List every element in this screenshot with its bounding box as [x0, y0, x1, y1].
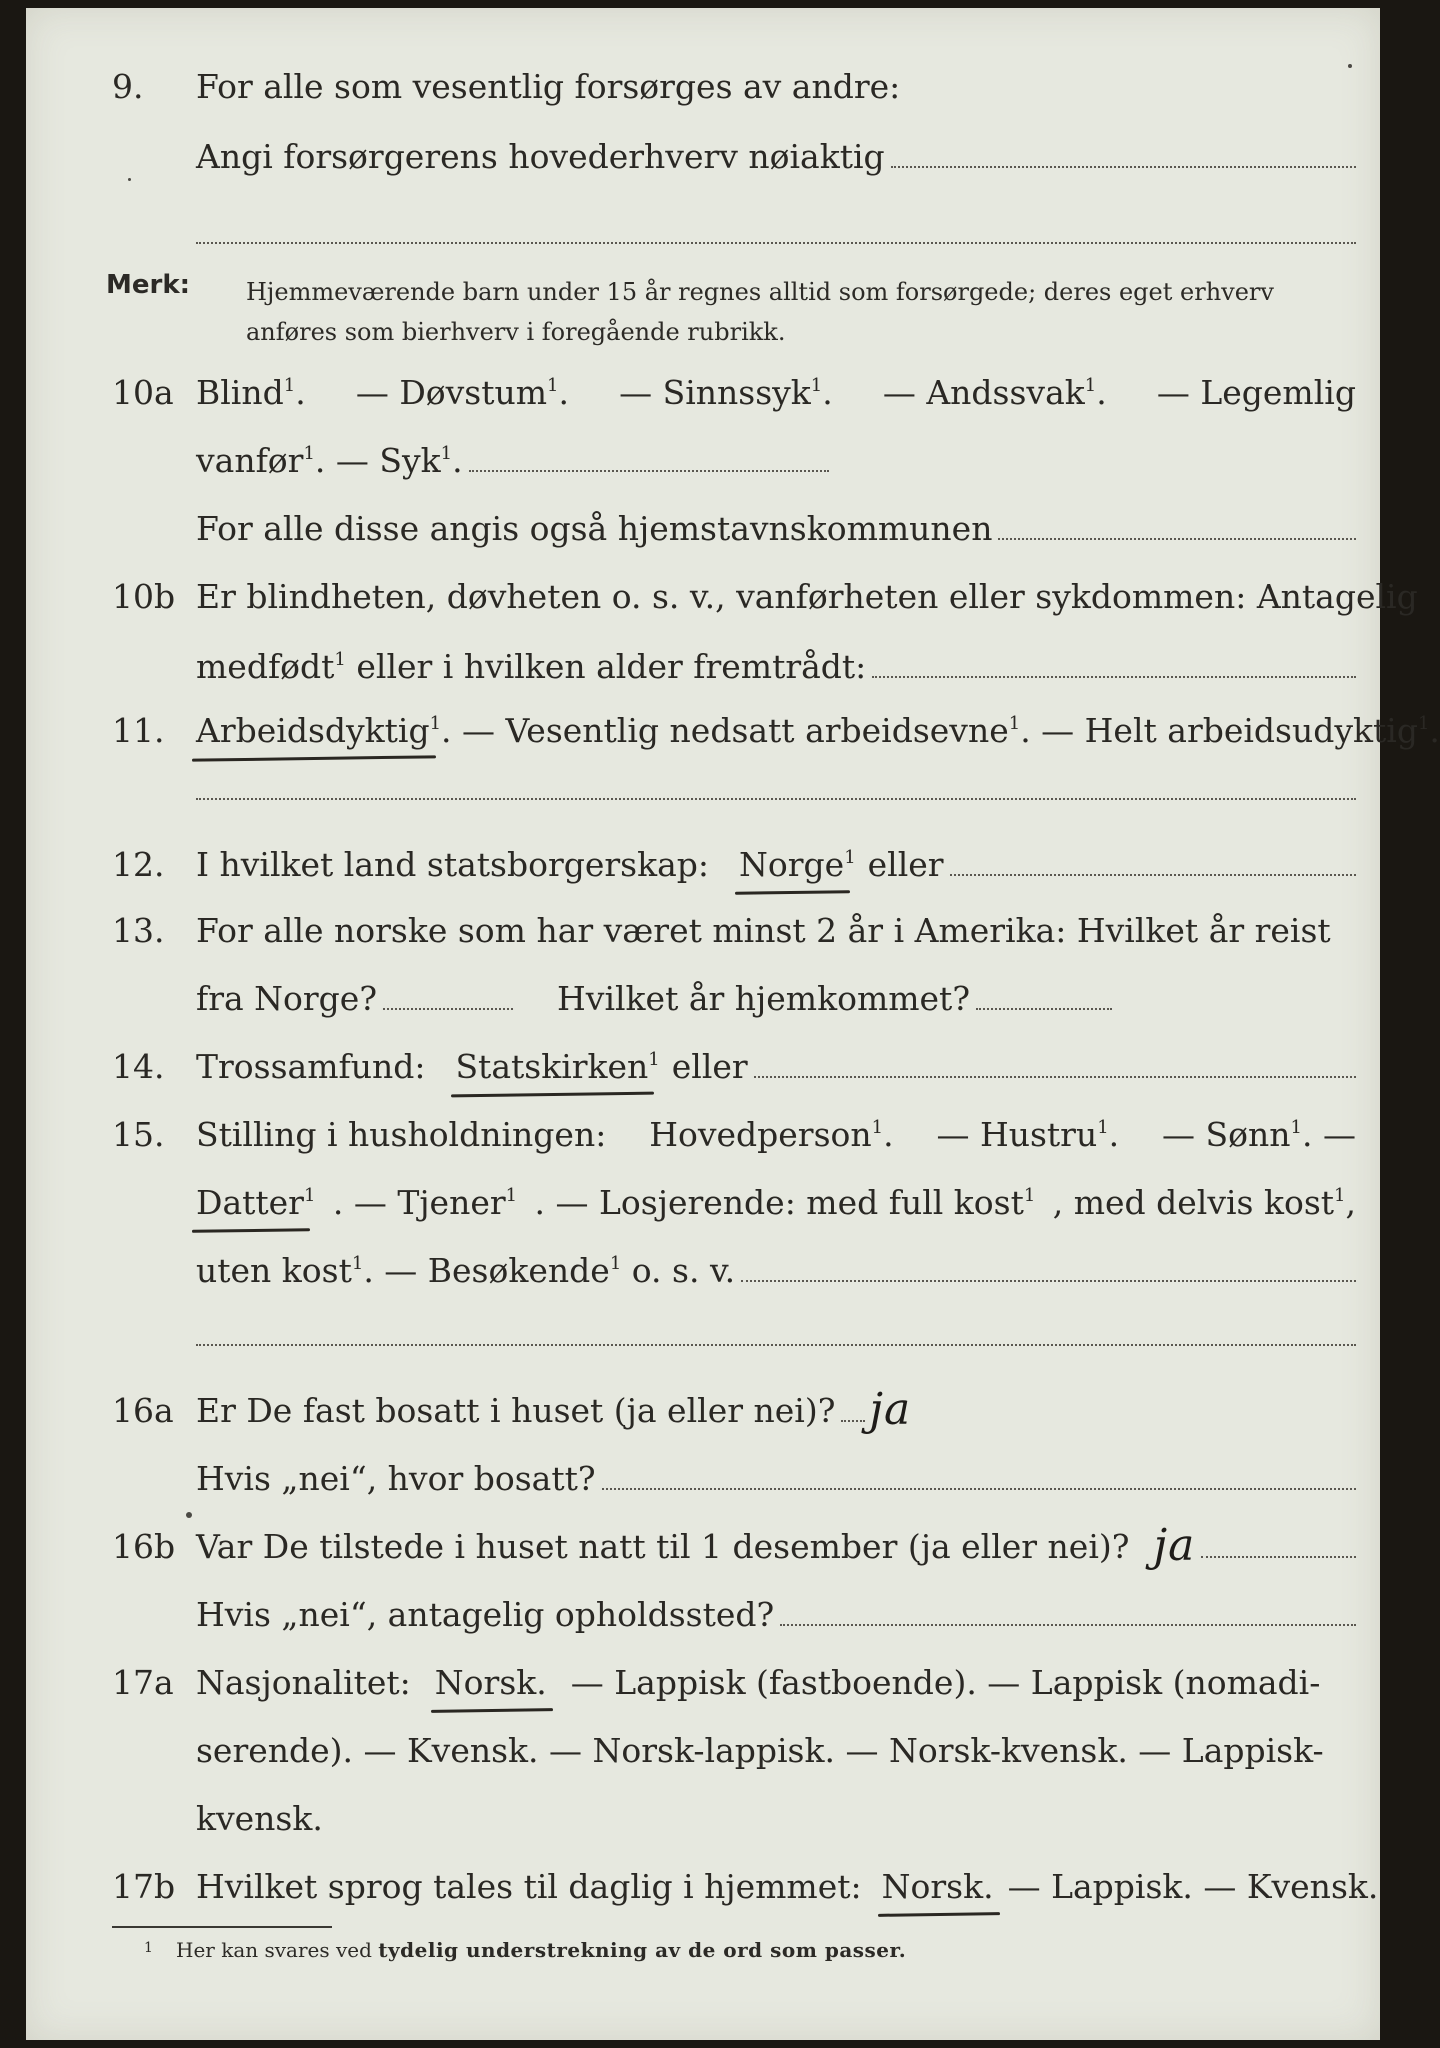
option-eller: eller	[671, 1047, 748, 1086]
question-text: I hvilket land statsborgerskap:	[196, 845, 710, 884]
question-number: 10b	[112, 577, 176, 616]
option-datter: Datter$^1$	[196, 1183, 316, 1222]
option-hustru: — Hustru$^1$.	[936, 1115, 1120, 1154]
answer-dotted-line[interactable]	[976, 1008, 1112, 1010]
note-label: Merk:	[106, 270, 191, 300]
option-list: — Lappisk (fastboende). — Lappisk (nomadi-	[570, 1663, 1321, 1702]
question-text: Nasjonalitet:	[196, 1663, 411, 1702]
question-16b-line-2	[26, 1584, 1380, 1644]
option-sonn: — Sønn$^1$. —	[1162, 1115, 1356, 1154]
option-tjener: . — Tjener$^1$	[332, 1183, 518, 1222]
question-9-line-1	[26, 56, 1380, 116]
answer-dotted-line[interactable]	[196, 242, 1356, 244]
answer-dotted-line[interactable]	[841, 1420, 865, 1422]
scan-speck	[1348, 64, 1352, 68]
question-12	[26, 834, 1380, 894]
question-text: Hvilket sprog tales til daglig i hjemmet:	[196, 1867, 862, 1906]
question-number: 17b	[112, 1867, 176, 1906]
option-uten-kost: uten kost$^1$. — Besøkende$^1$ o. s. v.	[196, 1251, 736, 1290]
answer-dotted-line[interactable]	[950, 874, 1356, 876]
handwritten-answer: ja	[869, 1384, 912, 1436]
option-norsk: Norsk.	[434, 1663, 547, 1702]
question-text: Hvis „nei“, antagelig opholdssted?	[196, 1595, 775, 1634]
answer-dotted-line[interactable]	[754, 1076, 1356, 1078]
question-13-line-2	[26, 968, 1380, 1028]
option-statskirken: Statskirken$^1$	[455, 1047, 660, 1086]
census-form-page	[26, 8, 1440, 2040]
question-17a-line-1	[26, 1652, 1380, 1712]
underline-mark: Statskirken	[455, 1047, 649, 1086]
answer-dotted-line[interactable]	[891, 166, 1356, 168]
underline-mark: Datter	[196, 1183, 304, 1222]
note-text: Hjemmeværende barn under 15 år regnes alltid som forsørgede; deres eget erhverv anføres som bierhverv i foregående rubrikk.	[246, 278, 1274, 346]
question-number: 12.	[112, 845, 165, 884]
option-sinnssyk: — Sinnssyk$^1$.	[619, 373, 833, 412]
option-eller: eller	[867, 845, 944, 884]
option-delvis-kost: , med delvis kost$^1$,	[1052, 1183, 1356, 1222]
option-nedsatt-arbeidsevne: . — Vesentlig nedsatt arbeidsevne$^1$	[441, 711, 1021, 750]
answer-dotted-line[interactable]	[196, 798, 1356, 800]
question-10b-line-1	[26, 566, 1418, 626]
underline-mark: Norge	[739, 845, 845, 884]
question-17a-line-2	[26, 1720, 1380, 1780]
question-15-line-2	[26, 1172, 1380, 1232]
option-full-kost: . — Losjerende: med full kost$^1$	[534, 1183, 1036, 1222]
question-13-line-1	[26, 900, 1380, 960]
option-legemlig: — Legemlig	[1156, 373, 1356, 412]
question-14	[26, 1036, 1380, 1096]
question-9-line-2	[26, 126, 1380, 186]
question-number: 14.	[112, 1047, 165, 1086]
footnote-text: Her kan svares ved	[176, 1938, 372, 1962]
question-number: 13.	[112, 911, 165, 950]
question-text: Stilling i husholdningen:	[196, 1115, 607, 1154]
answer-dotted-line[interactable]	[1201, 1556, 1356, 1558]
option-vanfor: vanfør$^1$. — Syk$^1$.	[196, 441, 463, 480]
question-number: 17a	[112, 1663, 174, 1702]
question-text: fra Norge?	[196, 979, 378, 1018]
question-text: Hvilket år hjemkommet?	[557, 979, 971, 1018]
underline-mark: Arbeidsdyktig	[196, 711, 430, 750]
question-text: For alle norske som har været minst 2 år i Amerika: Hvilket år reist	[196, 911, 1331, 950]
scan-speck	[186, 1512, 192, 1518]
footnote-rule	[112, 1926, 332, 1928]
option-andssvak: — Andssvak$^1$.	[882, 373, 1107, 412]
question-number: 15.	[112, 1115, 165, 1154]
answer-dotted-line[interactable]	[741, 1280, 1356, 1282]
question-text: Er De fast bosatt i huset (ja eller nei)?	[196, 1391, 836, 1430]
question-number: 16a	[112, 1391, 174, 1430]
question-15-line-3	[26, 1240, 1380, 1300]
question-text: Var De tilstede i huset natt til 1 desember (ja eller nei)?	[196, 1527, 1130, 1566]
handwritten-answer: ja	[1153, 1520, 1196, 1572]
question-10b-line-2	[26, 636, 1380, 696]
question-10a-line-3	[26, 498, 1380, 558]
option-dovstum: — Døvstum$^1$.	[355, 373, 569, 412]
scan-speck	[128, 178, 131, 181]
question-16a-line-2	[26, 1448, 1380, 1508]
answer-dotted-line[interactable]	[780, 1624, 1356, 1626]
answer-dotted-line[interactable]	[469, 470, 829, 472]
question-11	[26, 700, 1440, 760]
footnote-text-bold: tydelig understrekning av de ord som passer.	[378, 1938, 907, 1962]
option-list: serende). — Kvensk. — Norsk-lappisk. — Norsk-kvensk. — Lappisk-	[196, 1731, 1324, 1770]
answer-dotted-line[interactable]	[872, 676, 1356, 678]
answer-dotted-line[interactable]	[383, 1008, 513, 1010]
option-norsk: Norsk.	[881, 1867, 994, 1906]
answer-dotted-line[interactable]	[602, 1488, 1356, 1490]
question-text: For alle disse angis også hjemstavnskommunen	[196, 509, 993, 548]
question-17a-line-3	[26, 1788, 1380, 1848]
question-number: 10a	[112, 373, 174, 412]
option-list: — Lappisk. — Kvensk.	[1007, 1867, 1379, 1906]
question-number: 9.	[112, 67, 144, 106]
question-16a-line-1	[26, 1380, 1380, 1440]
option-list: kvensk.	[196, 1799, 323, 1838]
question-number: 11.	[112, 711, 165, 750]
question-text: Angi forsørgerens hovederhverv nøiaktig	[196, 137, 885, 176]
footnote-mark: 1	[144, 1940, 153, 1956]
question-text: Er blindheten, døvheten o. s. v., vanførheten eller sykdommen: Antagelig	[196, 577, 1418, 616]
option-hovedperson: Hovedperson$^1$.	[649, 1115, 894, 1154]
option-arbeidsdyktig: Arbeidsdyktig$^1$	[196, 711, 442, 750]
option-norge: Norge$^1$	[739, 845, 856, 884]
question-text: For alle som vesentlig forsørges av andre:	[196, 67, 901, 106]
question-16b-line-1	[26, 1516, 1380, 1576]
question-text: medfødt$^1$ eller i hvilken alder fremtrådt:	[196, 647, 867, 686]
option-blind: Blind$^1$.	[196, 373, 306, 412]
question-number: 16b	[112, 1527, 176, 1566]
footnote	[144, 1938, 907, 1962]
question-10a-line-1	[26, 362, 1380, 422]
option-arbeidsudyktig: . — Helt arbeidsudyktig$^1$.	[1020, 711, 1440, 750]
question-15-line-1	[26, 1104, 1380, 1164]
answer-dotted-line[interactable]	[998, 538, 1356, 540]
question-text: Hvis „nei“, hvor bosatt?	[196, 1459, 596, 1498]
question-text: Trossamfund:	[196, 1047, 426, 1086]
question-10a-line-2	[26, 430, 1380, 490]
question-17b	[26, 1856, 1380, 1916]
answer-dotted-line[interactable]	[196, 1344, 1356, 1346]
